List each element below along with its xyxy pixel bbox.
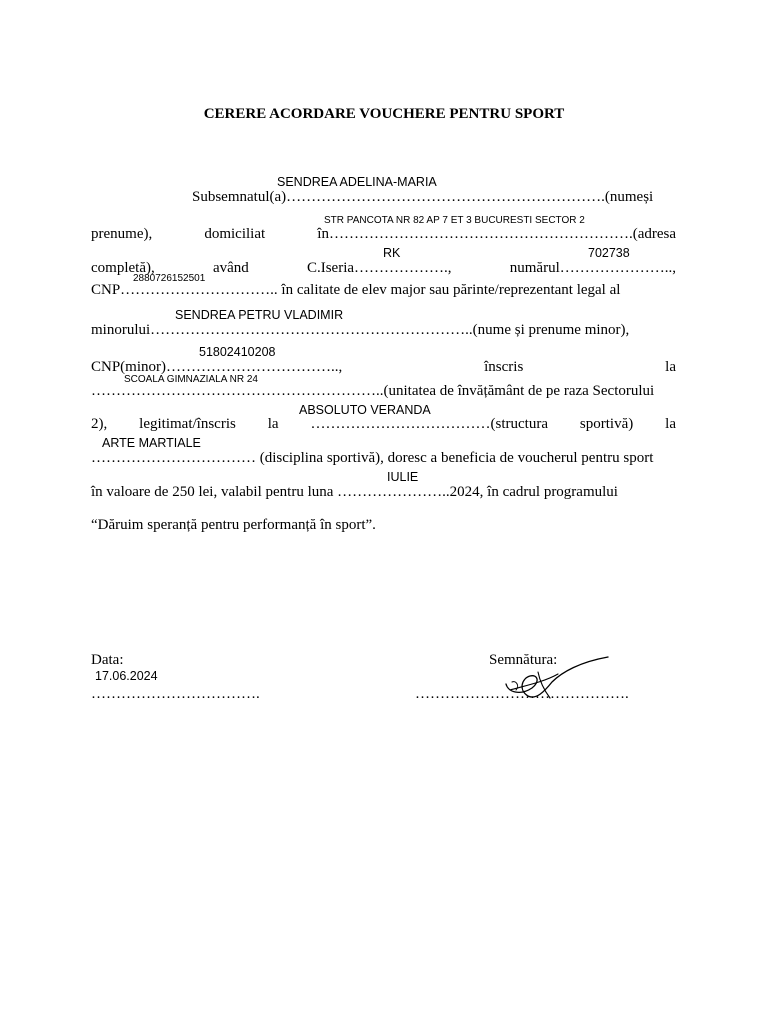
fill-month: IULIE — [387, 470, 419, 484]
text-segment: 2), — [91, 416, 108, 432]
form-line-11: “Dăruim speranță pentru performanță în sport”. — [91, 517, 376, 533]
text-segment: legitimat/înscris — [139, 416, 236, 432]
text-segment: prenume), — [91, 226, 153, 242]
text-segment: înscris — [484, 359, 524, 375]
text-segment: la — [665, 359, 676, 375]
fill-school: SCOALA GIMNAZIALA NR 24 — [124, 374, 258, 385]
date-dotted-line: ……………………………. — [91, 686, 260, 702]
text-segment: în…………………………………………………….(adresa — [317, 226, 676, 242]
handwritten-signature — [500, 652, 620, 702]
fill-address: STR PANCOTA NR 82 AP 7 ET 3 BUCURESTI SECTOR 2 — [324, 215, 585, 226]
text-segment: la — [665, 416, 676, 432]
form-line-2 — [91, 226, 676, 243]
form-line-4: CNP………………………….. în calitate de elev major sau părinte/reprezentant legal al — [91, 282, 621, 298]
text-segment: sportivă) — [579, 416, 634, 432]
form-line-9: …………………………… (disciplina sportivă), doresc a beneficia de voucherul pentru sport — [91, 450, 654, 466]
fill-minor-name: SENDREA PETRU VLADIMIR — [175, 308, 344, 322]
signature-label: Semnătura: — [489, 652, 558, 668]
date-label: Data: — [91, 652, 124, 668]
text-segment: domiciliat — [204, 226, 266, 242]
signature-dotted-line: ……………………………………. — [415, 686, 629, 702]
fill-cnp: 2880726152501 — [133, 273, 206, 284]
text-segment: la — [267, 416, 279, 432]
text-segment: având — [212, 260, 249, 276]
text-segment: completă), — [91, 260, 155, 276]
form-line-1: Subsemnatul(a)……………………………………………………….(numeși — [192, 189, 654, 205]
fill-date: 17.06.2024 — [95, 669, 158, 683]
text-segment: ………………………………(structura — [310, 416, 548, 432]
fill-id-series: RK — [383, 246, 401, 260]
text-segment: numărul………………….., — [509, 260, 676, 276]
form-line-7: …………………………………………………..(unitatea de învățământ de pe raza Sectorului — [91, 383, 655, 399]
fill-discipline: ARTE MARTIALE — [102, 436, 201, 450]
fill-minor-cnp: 51802410208 — [199, 345, 276, 359]
form-line-5: minorului………………………………………………………..(nume și prenume minor), — [91, 322, 630, 338]
fill-id-number: 702738 — [588, 246, 630, 260]
text-segment: CNP(minor)…………………………….., — [91, 359, 343, 375]
text-segment: C.Iseria………………., — [306, 260, 452, 276]
document-title: CERERE ACORDARE VOUCHERE PENTRU SPORT — [203, 106, 565, 122]
form-line-8 — [91, 416, 676, 433]
form-line-3 — [91, 260, 676, 277]
fill-sport-structure: ABSOLUTO VERANDA — [299, 403, 431, 417]
form-line-6 — [91, 359, 676, 376]
fill-applicant-name: SENDREA ADELINA-MARIA — [277, 175, 437, 189]
form-line-10: în valoare de 250 lei, valabil pentru luna …………………..2024, în cadrul programului — [91, 484, 618, 500]
